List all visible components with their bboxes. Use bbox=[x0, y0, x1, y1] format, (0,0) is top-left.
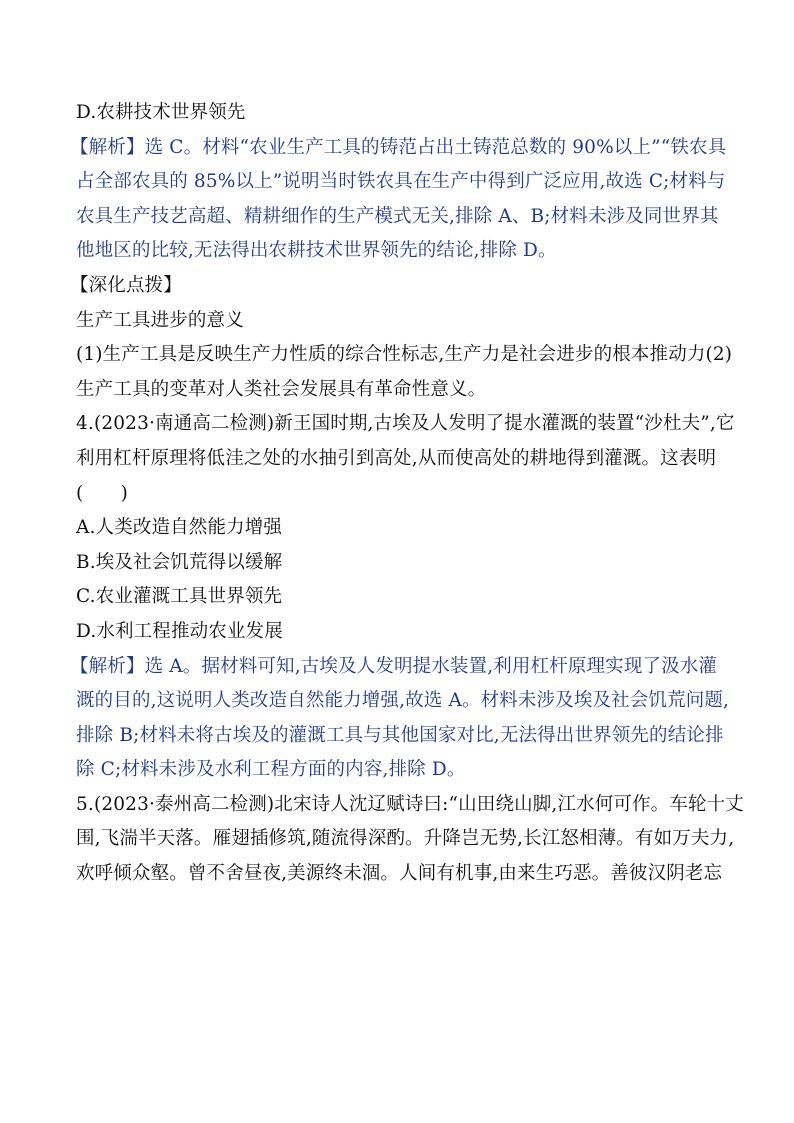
document-page bbox=[70, 96, 744, 892]
analysis-text: 选 A。据材料可知,古埃及人发明提水装置,利用杠杆原理实现了汲水灌 bbox=[144, 655, 718, 677]
q4-stem: 利用杠杆原理将低洼之处的水抽引到高处,从而使高处的耕地得到灌溉。这表明 bbox=[76, 447, 717, 469]
deep-tag: 【深化点拨】 bbox=[70, 274, 182, 296]
q4-option-a: A.人类改造自然能力增强 bbox=[76, 517, 283, 539]
analysis-text: 排除 B;材料未将古埃及的灌溉工具与其他国家对比,无法得出世界领先的结论排 bbox=[76, 724, 724, 746]
analysis-tag: 【解析】 bbox=[70, 136, 145, 158]
q4-answer-blank: ( ) bbox=[76, 482, 129, 504]
deep-title: 生产工具进步的意义 bbox=[76, 309, 244, 331]
q4-option-d: D.水利工程推动农业发展 bbox=[76, 620, 283, 642]
analysis-tag: 【解析】 bbox=[70, 655, 145, 677]
analysis-text: 农具生产技艺高超、精耕细作的生产模式无关,排除 A、B;材料未涉及同世界其 bbox=[76, 205, 719, 227]
deep-text: 生产工具的变革对人类社会发展具有革命性意义。 bbox=[76, 378, 487, 400]
analysis-text: 他地区的比较,无法得出农耕技术世界领先的结论,排除 D。 bbox=[76, 240, 557, 262]
q4-option-c: C.农业灌溉工具世界领先 bbox=[76, 586, 283, 608]
q3-option-d: D.农耕技术世界领先 bbox=[76, 102, 246, 123]
q4-stem: 4.(2023·南通高二检测)新王国时期,古埃及人发明了提水灌溉的装置“沙杜夫”,它 bbox=[76, 413, 735, 435]
analysis-text: 除 C;材料未涉及水利工程方面的内容,排除 D。 bbox=[76, 759, 466, 781]
analysis-text: 选 C。材料“农业生产工具的铸范占出土铸范总数的 90%以上”“铁农具 bbox=[144, 136, 727, 158]
q3-analysis bbox=[70, 131, 727, 269]
q4-analysis bbox=[70, 650, 730, 788]
q5-stem: 欢呼倾众壑。曾不舍昼夜,美源终未涸。人间有机事,由来生巧恶。善彼汉阴老忘 bbox=[76, 863, 723, 885]
analysis-text: 溉的目的,这说明人类改造自然能力增强,故选 A。材料未涉及埃及社会饥荒问题, bbox=[76, 690, 730, 712]
q5-stem: 围,飞湍半天落。雁翅插修筑,随流得深酌。升降岂无势,长江怒相薄。有如万夫力, bbox=[76, 828, 735, 850]
analysis-text: 占全部农具的 85%以上”说明当时铁农具在生产中得到广泛应用,故选 C;材料与 bbox=[76, 171, 726, 193]
deep-text: (1)生产工具是反映生产力性质的综合性标志,生产力是社会进步的根本推动力(2) bbox=[76, 344, 733, 366]
q4-option-b: B.埃及社会饥荒得以缓解 bbox=[76, 551, 283, 573]
q5-stem: 5.(2023·泰州高二检测)北宋诗人沈辽赋诗曰:“山田绕山脚,江水何可作。车轮十丈 bbox=[76, 793, 744, 815]
